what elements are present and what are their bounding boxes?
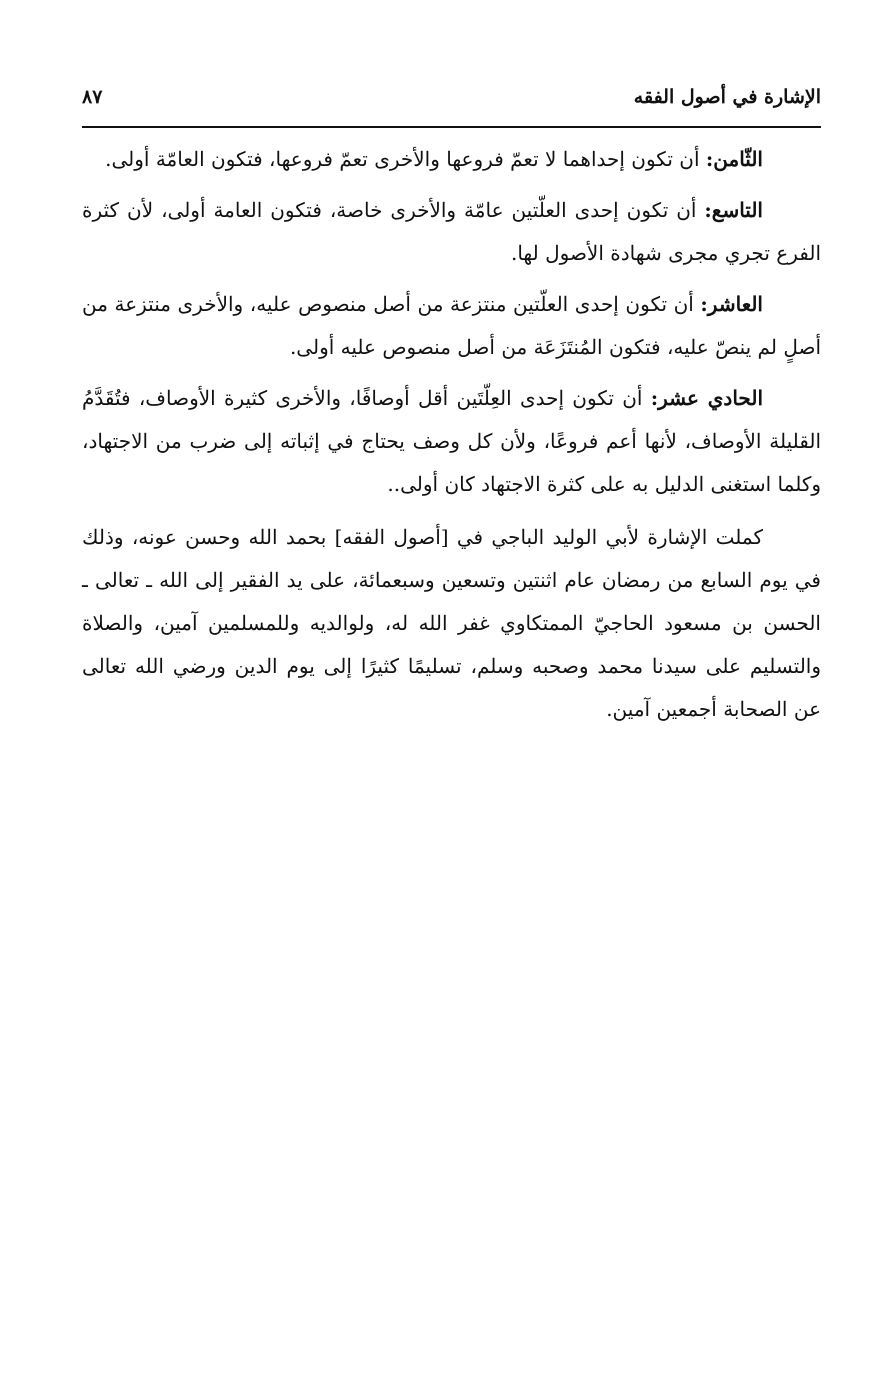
paragraph-eighth [82, 138, 821, 181]
book-title: الإشارة في أصول الفقه [633, 86, 821, 108]
paragraph-text: أن تكون إحداهما لا تعمّ فروعها والأخرى تعمّ فروعها، فتكون العامّة أولى. [105, 147, 706, 171]
running-header [82, 84, 821, 128]
paragraph-term: الحادي عشر: [650, 386, 763, 410]
paragraph-ninth [82, 189, 821, 275]
paragraph-text: أن تكون إحدى العلّتين عامّة والأخرى خاصة، فتكون العامة أولى، لأن كثرة الفرع تجري مجرى شهادة الأصول لها. [82, 198, 821, 265]
main-text [82, 138, 821, 739]
colophon-paragraph: كملت الإشارة لأبي الوليد الباجي في [أصول الفقه] بحمد الله وحسن عونه، وذلك في يوم السابع من رمضان عام اثنتين وتسعين وسبعمائة، على يد الفقير إلى الله ـ تعالى ـ الحسن بن مسعود الحاجيّ الممتكاوي غفر الله له، ولوالديه وللمسلمين آمين، والصلاة والتسليم على سيدنا محمد وصحبه وسلم، تسليمًا كثيرًا إلى يوم الدين ورضي الله تعالى عن الصحابة أجمعين آمين. [82, 525, 821, 721]
paragraph-text: أن تكون إحدى العلّتين منتزعة من أصل منصوص عليه، والأخرى منتزعة من أصلٍ لم ينصّ عليه، فتكون المُنتَزَعَة من أصل منصوص عليه أولى. [82, 292, 821, 359]
paragraph-term: التاسع: [704, 198, 763, 222]
page-number: ٨٧ [82, 86, 103, 108]
paragraph-term: الثّامن: [705, 147, 763, 171]
paragraph-eleventh [82, 377, 821, 506]
paragraph-term: العاشر: [700, 292, 763, 316]
paragraph-text: أن تكون إحدى العِلّتَين أقل أوصافًا، والأخرى كثيرة الأوصاف، فتُقَدَّمُ القليلة الأوصاف، لأنها أعم فروعًا، ولأن كل وصف يحتاج في إثباته إلى ضرب من الاجتهاد، وكلما استغنى الدليل به على كثرة الاجتهاد كان أولى.. [82, 386, 821, 496]
paragraph-tenth [82, 283, 821, 369]
